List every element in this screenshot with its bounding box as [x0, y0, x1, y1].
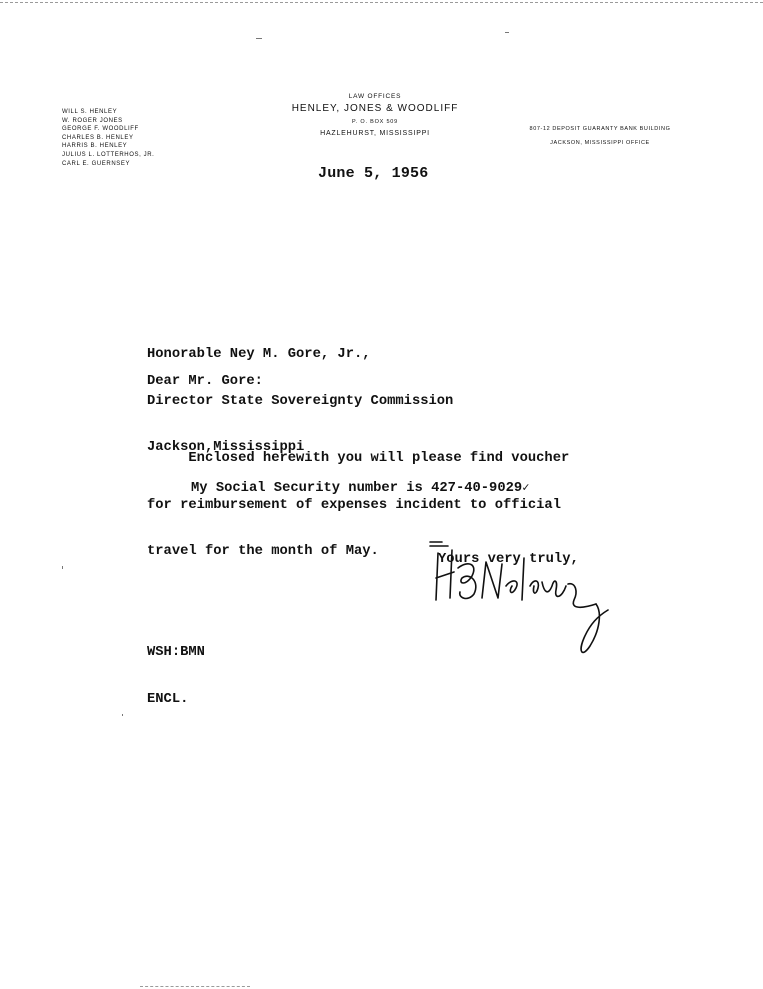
branch-address: 807-12 DEPOSIT GUARANTY BANK BUILDING: [529, 126, 671, 132]
social-security-line: My Social Security number is 427-40-9029: [191, 481, 523, 496]
law-offices-label: LAW OFFICES: [348, 93, 402, 100]
partner-name: CHARLES B. HENLEY: [62, 134, 134, 141]
social-security-paragraph: [191, 481, 529, 497]
scan-speck: [62, 566, 63, 569]
partner-name: CARL E. GUERNSEY: [62, 160, 131, 167]
branch-office: [495, 122, 705, 150]
handwritten-signature: [428, 538, 618, 663]
branch-city: JACKSON, MISSISSIPPI OFFICE: [550, 140, 650, 146]
partner-name: GEORGE F. WOODLIFF: [62, 126, 139, 133]
partner-name: JULIUS L. LOTTERHOS, JR.: [62, 151, 155, 158]
salutation: Dear Mr. Gore:: [147, 374, 263, 389]
bottom-edge-rule: [140, 986, 250, 987]
body-line: travel for the month of May.: [147, 544, 379, 559]
partner-name: HARRIS B. HENLEY: [62, 143, 128, 150]
body-line: for reimbursement of expenses incident to official: [147, 497, 561, 513]
typist-initials: WSH:BMN: [147, 645, 205, 660]
recipient-line: Director State Sovereignty Commission: [147, 393, 454, 409]
enclosure-note: ENCL.: [147, 691, 189, 707]
partners-list: [62, 108, 222, 168]
firm-city: HAZLEHURST, MISSISSIPPI: [320, 130, 430, 137]
scan-speck: [256, 38, 262, 39]
scan-speck: [122, 714, 123, 716]
closing: Yours very truly,: [438, 552, 579, 567]
recipient-line: Jackson,Mississippi: [147, 440, 305, 455]
body-line: Enclosed herewith you will please find voucher: [147, 451, 570, 466]
partner-name: W. ROGER JONES: [62, 117, 123, 124]
recipient-line: Honorable Ney M. Gore, Jr.,: [147, 347, 371, 362]
top-edge-rule: [0, 2, 763, 3]
firm-name: HENLEY, JONES & WOODLIFF: [291, 103, 459, 114]
check-mark: ✓: [522, 481, 530, 495]
po-box: P. O. BOX 509: [351, 119, 399, 125]
reference-initials: [147, 614, 205, 738]
partner-name: WILL S. HENLEY: [62, 109, 118, 115]
firm-letterhead: [240, 92, 510, 140]
letter-date: June 5, 1956: [318, 165, 429, 182]
scan-speck: [505, 32, 509, 33]
